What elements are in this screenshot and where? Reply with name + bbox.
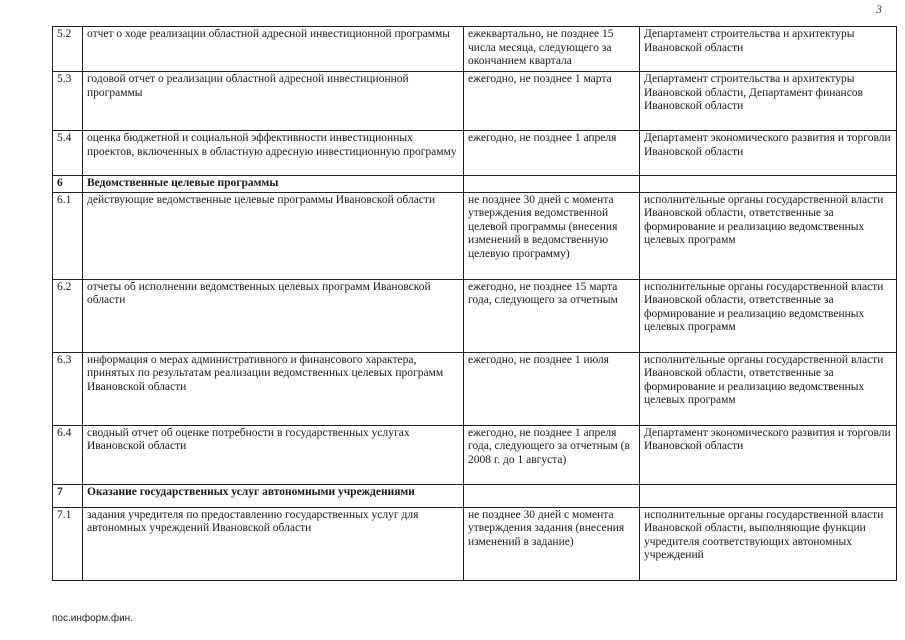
section-title: Оказание государственных услуг автономными учреждениями <box>83 484 464 507</box>
table-row <box>53 192 897 279</box>
footer-filename: пос.информ.фин. <box>52 613 133 624</box>
row-responsible: исполнительные органы государственной власти Ивановской области, ответственные за формирование и реализацию ведомственных целевых программ <box>640 279 897 352</box>
row-deadline: не позднее 30 дней с момента утверждения задания (внесения изменений в задание) <box>464 507 640 580</box>
row-description: действующие ведомственные целевые программы Ивановской области <box>83 192 464 279</box>
row-responsible: Департамент экономического развития и торговли Ивановской области <box>640 425 897 484</box>
section-header-row <box>53 484 897 507</box>
row-number: 6.2 <box>53 279 83 352</box>
section-number: 7 <box>53 484 83 507</box>
row-responsible <box>640 176 897 193</box>
table-row <box>53 425 897 484</box>
row-number: 5.2 <box>53 27 83 72</box>
row-number: 5.3 <box>53 72 83 131</box>
section-number: 6 <box>53 176 83 193</box>
row-responsible: исполнительные органы государственной власти Ивановской области, ответственные за формирование и реализацию ведомственных целевых программ <box>640 192 897 279</box>
row-number: 6.4 <box>53 425 83 484</box>
row-deadline: ежегодно, не позднее 1 марта <box>464 72 640 131</box>
row-deadline <box>464 176 640 193</box>
row-description: информация о мерах административного и финансового характера, принятых по результатам реализации ведомственных целевых программ Ивановской области <box>83 352 464 425</box>
row-number: 7.1 <box>53 507 83 580</box>
table-row <box>53 72 897 131</box>
row-number: 6.1 <box>53 192 83 279</box>
row-number: 5.4 <box>53 131 83 176</box>
row-deadline: ежегодно, не позднее 15 марта года, следующего за отчетным <box>464 279 640 352</box>
row-responsible: Департамент строительства и архитектуры Ивановской области, Департамент финансов Ивановской области <box>640 72 897 131</box>
row-description: отчеты об исполнении ведомственных целевых программ Ивановской области <box>83 279 464 352</box>
table-row <box>53 352 897 425</box>
table-row <box>53 279 897 352</box>
table-row <box>53 27 897 72</box>
row-deadline: ежеквартально, не позднее 15 числа месяца, следующего за окончанием квартала <box>464 27 640 72</box>
section-header-row <box>53 176 897 193</box>
row-deadline <box>464 484 640 507</box>
row-description: оценка бюджетной и социальной эффективности инвестиционных проектов, включенных в областную адресную инвестиционную программу <box>83 131 464 176</box>
row-deadline: ежегодно, не позднее 1 июля <box>464 352 640 425</box>
table-row <box>53 131 897 176</box>
row-deadline: ежегодно, не позднее 1 апреля года, следующего за отчетным (в 2008 г. до 1 августа) <box>464 425 640 484</box>
row-responsible: исполнительные органы государственной власти Ивановской области, ответственные за формирование и реализацию ведомственных целевых программ <box>640 352 897 425</box>
row-description: сводный отчет об оценке потребности в государственных услугах Ивановской области <box>83 425 464 484</box>
row-description: годовой отчет о реализации областной адресной инвестиционной программы <box>83 72 464 131</box>
table-row <box>53 507 897 580</box>
row-deadline: ежегодно, не позднее 1 апреля <box>464 131 640 176</box>
row-responsible: Департамент строительства и архитектуры Ивановской области <box>640 27 897 72</box>
reporting-schedule-table <box>52 26 897 581</box>
row-description: задания учредителя по предоставлению государственных услуг для автономных учреждений Ивановской области <box>83 507 464 580</box>
row-number: 6.3 <box>53 352 83 425</box>
row-responsible: Департамент экономического развития и торговли Ивановской области <box>640 131 897 176</box>
row-responsible: исполнительные органы государственной власти Ивановской области, выполняющие функции учредителя соответствующих автономных учреждений <box>640 507 897 580</box>
page-number: 3 <box>876 2 882 16</box>
row-deadline: не позднее 30 дней с момента утверждения ведомственной целевой программы (внесения изменений в ведомственную целевую программу) <box>464 192 640 279</box>
section-title: Ведомственные целевые программы <box>83 176 464 193</box>
row-description: отчет о ходе реализации областной адресной инвестиционной программы <box>83 27 464 72</box>
row-responsible <box>640 484 897 507</box>
